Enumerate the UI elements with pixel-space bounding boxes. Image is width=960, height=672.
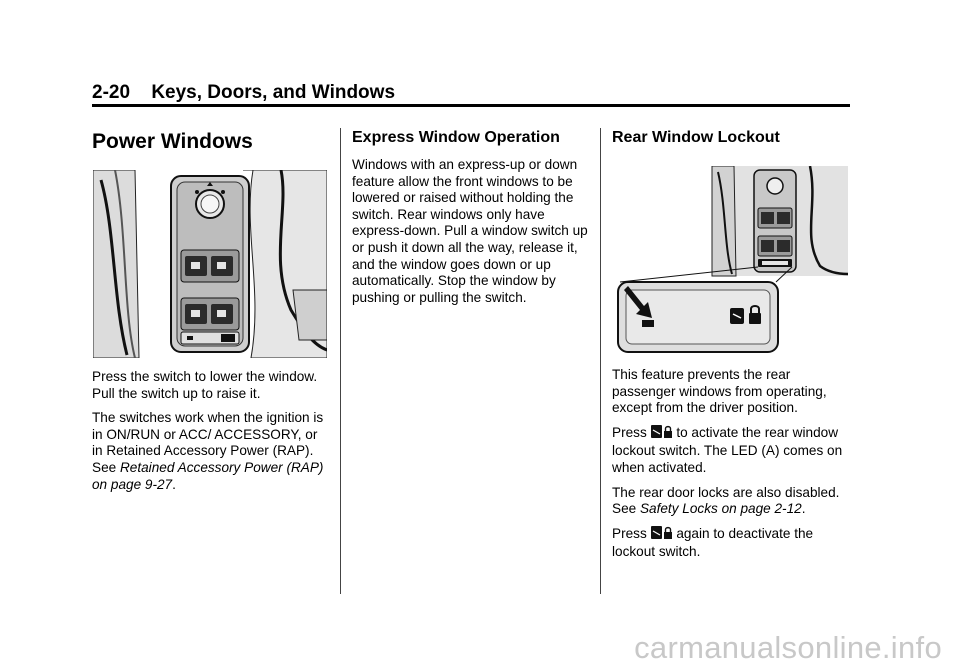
paragraph (612, 485, 848, 518)
page-number: 2-20 (92, 82, 131, 103)
punctuation: . (801, 501, 806, 517)
column-divider (340, 128, 341, 594)
paragraph-text: The switches work when the ignition is in ON/RUN or ACC/ ACCESSORY, or in Retained Accessory Power (RAP). See (92, 410, 324, 475)
lockout-switch-figure (614, 166, 850, 361)
paragraph-text: again to deactivate the lockout switch. (612, 525, 814, 560)
column-rear-window-lockout (612, 128, 848, 148)
section-heading: Power Windows (92, 130, 253, 153)
door-switch-figure (93, 170, 327, 363)
column-power-windows-body (92, 369, 328, 493)
chapter-title: Keys, Doors, and Windows (151, 82, 396, 103)
column-power-windows (92, 128, 328, 154)
paragraph (612, 526, 848, 561)
paragraph: Press the switch to lower the window. Pull the switch up to raise it. (92, 369, 318, 401)
paragraph-text: Press (612, 424, 647, 440)
paragraph: Windows with an express-up or down feature allow the front windows to be lowered or raised without holding the switch. Rear windows only have express-down. Pull a window switch up or push it down all the way, release it, and the window goes down or up automatically. Stop the window by pushing or pulling the switch. (352, 157, 588, 305)
paragraph (612, 425, 848, 477)
page-header (92, 82, 395, 104)
cross-reference-link[interactable]: Safety Locks on page 2-12 (639, 501, 802, 517)
window-lockout-icon (730, 308, 744, 324)
header-rule (92, 104, 850, 107)
paragraph: This feature prevents the rear passenger windows from operating, except from the driver position. (612, 367, 827, 416)
column-rear-window-lockout-body (612, 367, 848, 561)
paragraph-text: The rear door locks are also disabled. See (612, 484, 840, 517)
paragraph (92, 410, 328, 493)
punctuation: . (172, 476, 176, 492)
section-heading: Rear Window Lockout (612, 129, 780, 146)
paragraph-text: Press (612, 525, 647, 541)
column-express-window (352, 128, 588, 306)
window-lockout-icon (651, 425, 673, 444)
watermark: carmanualsonline.info (634, 630, 942, 665)
window-lockout-icon (651, 526, 673, 545)
cross-reference-link[interactable]: Retained Accessory Power (RAP) on page 9-27 (92, 459, 324, 492)
paragraph-text: to activate the rear window lockout switch. The LED (A) comes on when activated. (612, 424, 843, 475)
section-heading: Express Window Operation (352, 129, 560, 146)
column-divider (600, 128, 601, 594)
